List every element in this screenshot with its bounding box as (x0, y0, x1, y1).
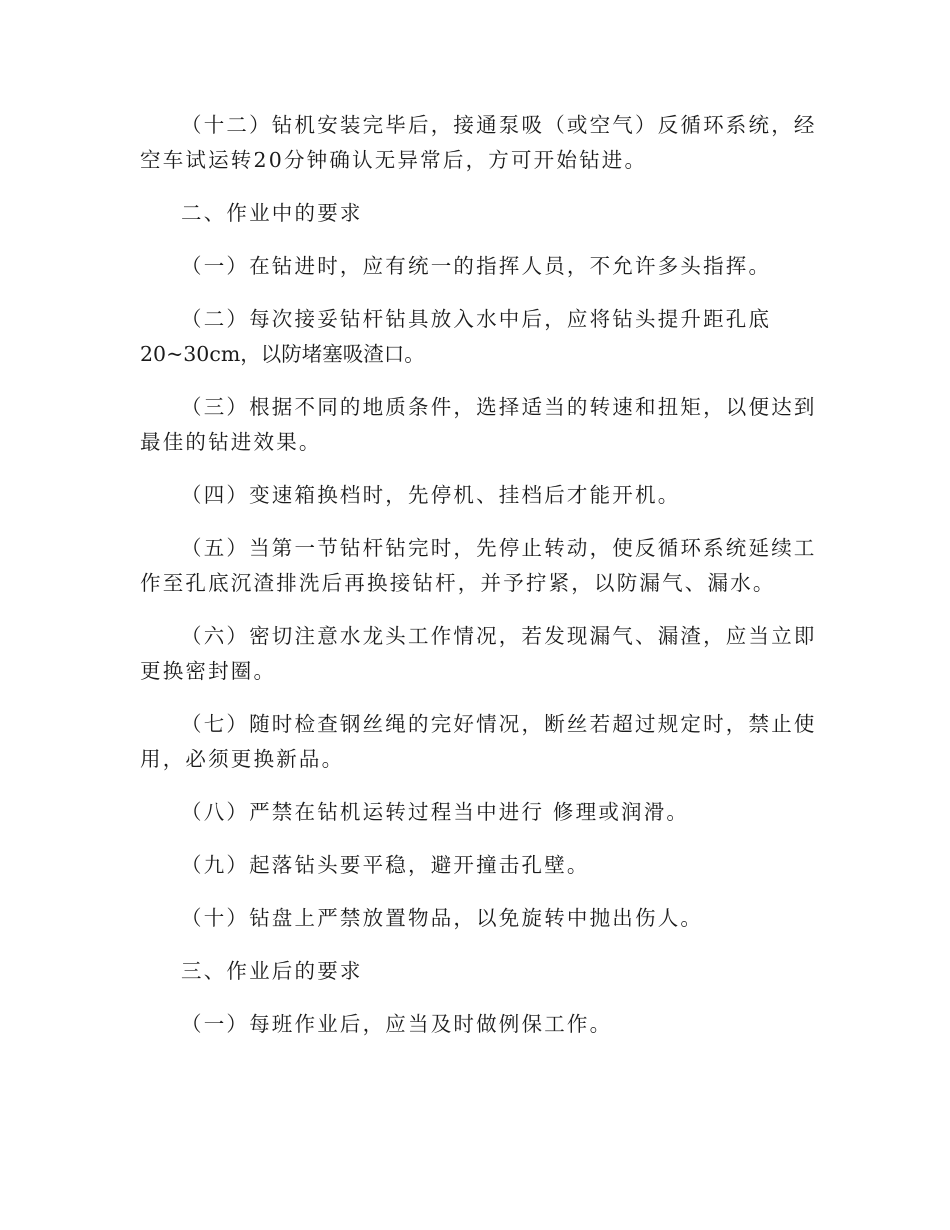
paragraph-item-9 (140, 848, 796, 883)
paragraph-line: 空车试运转20分钟确认无异常后，方可开始钻进。 (140, 148, 648, 172)
paragraph-line: 最佳的钻进效果。 (140, 430, 322, 454)
paragraph-line: （十二）钻机安装完毕后，接通泵吸（或空气）反循环系统，经 (181, 113, 817, 137)
paragraph-item-10 (140, 901, 796, 936)
paragraph-line: （三）根据不同的地质条件，选择适当的转速和扭矩，以便达到 (181, 395, 817, 419)
section-heading-after-operation (140, 954, 796, 989)
paragraph-line: （二）每次接妥钻杆钻具放入水中后，应将钻头提升距孔底 (181, 307, 772, 331)
paragraph-line: （九）起落钻头要平稳，避开撞击孔壁。 (181, 853, 590, 877)
paragraph-line: （一）每班作业后，应当及时做例保工作。 (181, 1012, 613, 1036)
paragraph-line: （四）变速箱换档时，先停机、挂档后才能开机。 (181, 483, 681, 507)
paragraph-item-after-1 (140, 1007, 796, 1042)
section-heading-during-operation (140, 196, 796, 231)
heading-text: 二、作业中的要求 (181, 201, 363, 225)
paragraph-item-6 (140, 619, 817, 689)
paragraph-item-4 (140, 478, 796, 513)
document-body (140, 108, 817, 1060)
paragraph-line: 用，必须更换新品。 (140, 747, 345, 771)
paragraph-line: 更换密封圈。 (140, 659, 277, 683)
heading-text: 三、作业后的要求 (181, 959, 363, 983)
paragraph-line: （五）当第一节钻杆钻完时，先停止转动，使反循环系统延续工 (181, 536, 817, 560)
paragraph-item-7 (140, 707, 817, 777)
paragraph-item-3 (140, 390, 817, 460)
paragraph-line: （六）密切注意水龙头工作情况，若发现漏气、漏渣，应当立即 (181, 624, 817, 648)
paragraph-item-1 (140, 249, 796, 284)
paragraph-item-12 (140, 108, 817, 178)
paragraph-line: 20~30cm，以防堵塞吸渣口。 (140, 342, 425, 366)
paragraph-line: （七）随时检查钢丝绳的完好情况，断丝若超过规定时，禁止使 (181, 712, 817, 736)
paragraph-item-8 (140, 795, 796, 830)
paragraph-line: 作至孔底沉渣排洗后再换接钻杆，并予拧紧，以防漏气、漏水。 (140, 571, 776, 595)
paragraph-line: （十）钻盘上严禁放置物品，以免旋转中抛出伤人。 (181, 906, 704, 930)
paragraph-line: （八）严禁在钻机运转过程当中进行 修理或润滑。 (181, 800, 690, 824)
paragraph-item-2 (140, 302, 796, 372)
paragraph-item-5 (140, 531, 817, 601)
paragraph-line: （一）在钻进时，应有统一的指挥人员，不允许多头指挥。 (181, 254, 772, 278)
